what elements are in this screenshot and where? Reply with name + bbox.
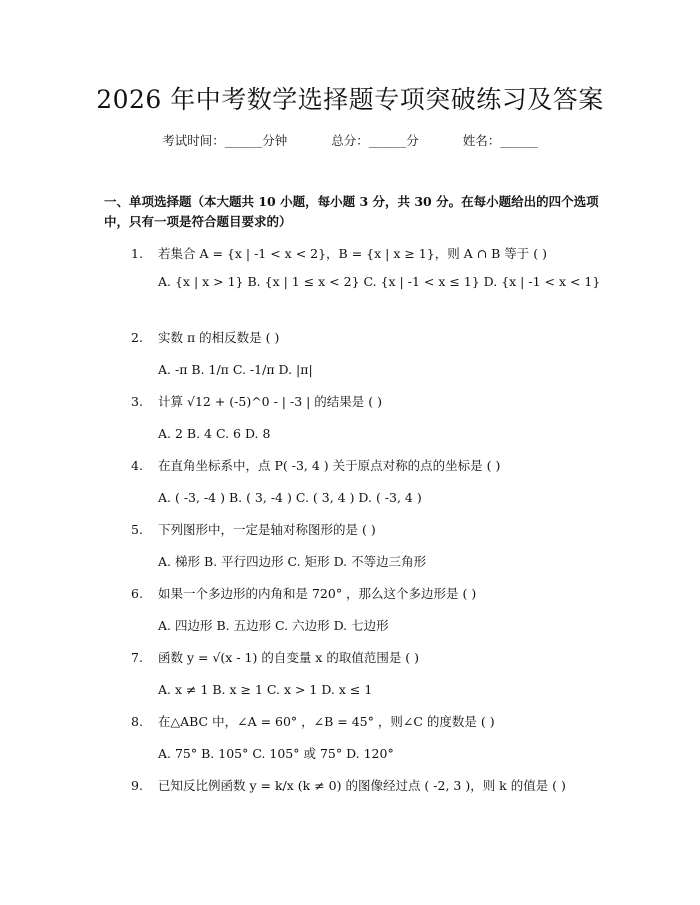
question-7 bbox=[131, 645, 606, 670]
question-text: 下列图形中，一定是轴对称图形的是 ( ) bbox=[158, 522, 376, 537]
question-2 bbox=[131, 325, 606, 350]
question-text: 在△ABC 中，∠A = 60° ，∠B = 45° ，则∠C 的度数是 ( ) bbox=[158, 714, 495, 729]
exam-score-field: 总分：______分 bbox=[331, 133, 419, 148]
student-name-field: 姓名：______ bbox=[462, 133, 538, 148]
question-number: 4. bbox=[131, 458, 143, 473]
question-1-options: A. {x | x > 1} B. {x | 1 ≤ x < 2} C. {x | -1 < x ≤ 1} D. {x | -1 < x < 1} bbox=[158, 274, 601, 289]
question-2-options: A. -π B. 1/π C. -1/π D. |π| bbox=[158, 362, 313, 377]
question-number: 5. bbox=[131, 522, 143, 537]
question-number: 7. bbox=[131, 650, 143, 665]
question-number: 9. bbox=[131, 778, 143, 793]
question-text: 若集合 A = {x | -1 < x < 2}，B = {x | x ≥ 1}，则 A ∩ B 等于 ( ) bbox=[158, 246, 547, 261]
question-7-options: A. x ≠ 1 B. x ≥ 1 C. x > 1 D. x ≤ 1 bbox=[158, 682, 373, 697]
question-text: 函数 y = √(x - 1) 的自变量 x 的取值范围是 ( ) bbox=[158, 650, 420, 665]
question-8-options: A. 75° B. 105° C. 105° 或 75° D. 120° bbox=[158, 746, 394, 761]
page-title: 2026 年中考数学选择题专项突破练习及答案 bbox=[96, 85, 604, 114]
question-text: 在直角坐标系中，点 P( -3, 4 ) 关于原点对称的点的坐标是 ( ) bbox=[158, 458, 501, 473]
exam-meta bbox=[0, 131, 700, 149]
question-text: 如果一个多边形的内角和是 720° ，那么这个多边形是 ( ) bbox=[158, 586, 477, 601]
question-3-options: A. 2 B. 4 C. 6 D. 8 bbox=[158, 426, 271, 441]
question-1 bbox=[131, 241, 606, 266]
question-5 bbox=[131, 517, 606, 542]
question-number: 2. bbox=[131, 330, 143, 345]
question-text: 实数 π 的相反数是 ( ) bbox=[158, 330, 280, 345]
question-number: 1. bbox=[131, 246, 143, 261]
question-number: 3. bbox=[131, 394, 143, 409]
exam-time-field: 考试时间：______分钟 bbox=[162, 133, 288, 148]
question-8 bbox=[131, 709, 606, 734]
question-number: 6. bbox=[131, 586, 143, 601]
question-4-options: A. ( -3, -4 ) B. ( 3, -4 ) C. ( 3, 4 ) D. ( -3, 4 ) bbox=[158, 490, 422, 505]
question-text: 计算 √12 + (-5)^0 - | -3 | 的结果是 ( ) bbox=[158, 394, 383, 409]
question-9 bbox=[104, 773, 604, 798]
section-heading: 一、单项选择题（本大题共 10 小题，每小题 3 分，共 30 分。在每小题给出的四个选项中，只有一项是符合题目要求的） bbox=[104, 194, 599, 229]
question-6 bbox=[131, 581, 606, 606]
question-text: 已知反比例函数 y = k/x (k ≠ 0) 的图像经过点 ( -2, 3 )，则 k 的值是 ( ) bbox=[158, 778, 566, 793]
question-4 bbox=[131, 453, 606, 478]
question-3 bbox=[131, 389, 606, 414]
question-6-options: A. 四边形 B. 五边形 C. 六边形 D. 七边形 bbox=[158, 618, 389, 633]
question-5-options: A. 梯形 B. 平行四边形 C. 矩形 D. 不等边三角形 bbox=[158, 554, 427, 569]
question-number: 8. bbox=[131, 714, 143, 729]
